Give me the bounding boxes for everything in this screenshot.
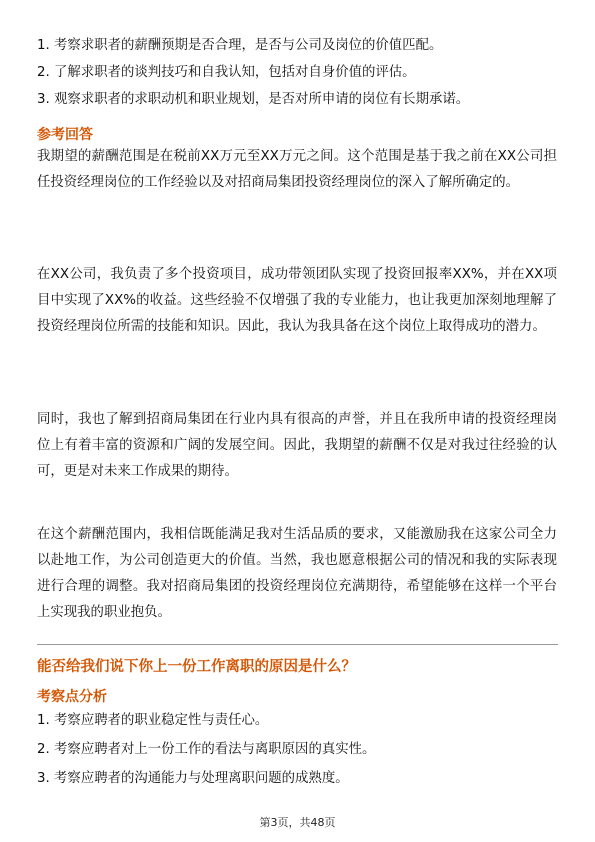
analysis-point-2: 2. 考察应聘者对上一份工作的看法与离职原因的真实性。 — [37, 742, 376, 757]
analysis-point-3: 3. 考察应聘者的沟通能力与处理离职问题的成熟度。 — [37, 771, 349, 786]
answer-paragraph-3: 同时，我也了解到招商局集团在行业内具有很高的声誉，并且在我所申请的投资经理岗位上有着丰富的资源和广阔的发展空间。因此，我期望的薪酬不仅是对我过往经验的认可，更是对未来工作成果的期待。 — [37, 412, 557, 479]
assessment-point-1: 1. 考察求职者的薪酬预期是否合理，是否与公司及岗位的价值匹配。 — [37, 38, 443, 53]
answer-paragraph-4: 在这个薪酬范围内，我相信既能满足我对生活品质的要求，又能激励我在这家公司全力以赴地工作，为公司创造更大的价值。当然，我也愿意根据公司的情况和我的实际表现进行合理的调整。我对招商局集团的投资经理岗位充满期待，希望能够在这样一个平台上实现我的职业抱负。 — [37, 527, 557, 620]
section-divider — [37, 644, 558, 645]
answer-paragraph-2: 在XX公司，我负责了多个投资项目，成功带领团队实现了投资回报率XX%，并在XX项目中实现了XX%的收益。这些经验不仅增强了我的专业能力，也让我更加深刻地理解了投资经理岗位所需的技能和知识。因此，我认为我具备在这个岗位上取得成功的潜力。 — [37, 267, 557, 334]
assessment-point-3: 3. 观察求职者的求职动机和职业规划，是否对所申请的岗位有长期承诺。 — [37, 92, 470, 107]
page-number: 第3页，共48页 — [259, 816, 336, 829]
analysis-point-1: 1. 考察应聘者的职业稳定性与责任心。 — [37, 713, 269, 728]
interview-question: 能否给我们说下你上一份工作离职的原因是什么？ — [37, 659, 356, 675]
assessment-point-2: 2. 了解求职者的谈判技巧和自我认知，包括对自身价值的评估。 — [37, 65, 416, 80]
reference-answer-heading: 参考回答 — [37, 127, 93, 143]
answer-paragraph-1: 我期望的薪酬范围是在税前XX万元至XX万元之间。这个范围是基于我之前在XX公司担任投资经理岗位的工作经验以及对招商局集团投资经理岗位的深入了解所确定的。 — [37, 149, 557, 190]
analysis-heading: 考察点分析 — [37, 689, 107, 705]
